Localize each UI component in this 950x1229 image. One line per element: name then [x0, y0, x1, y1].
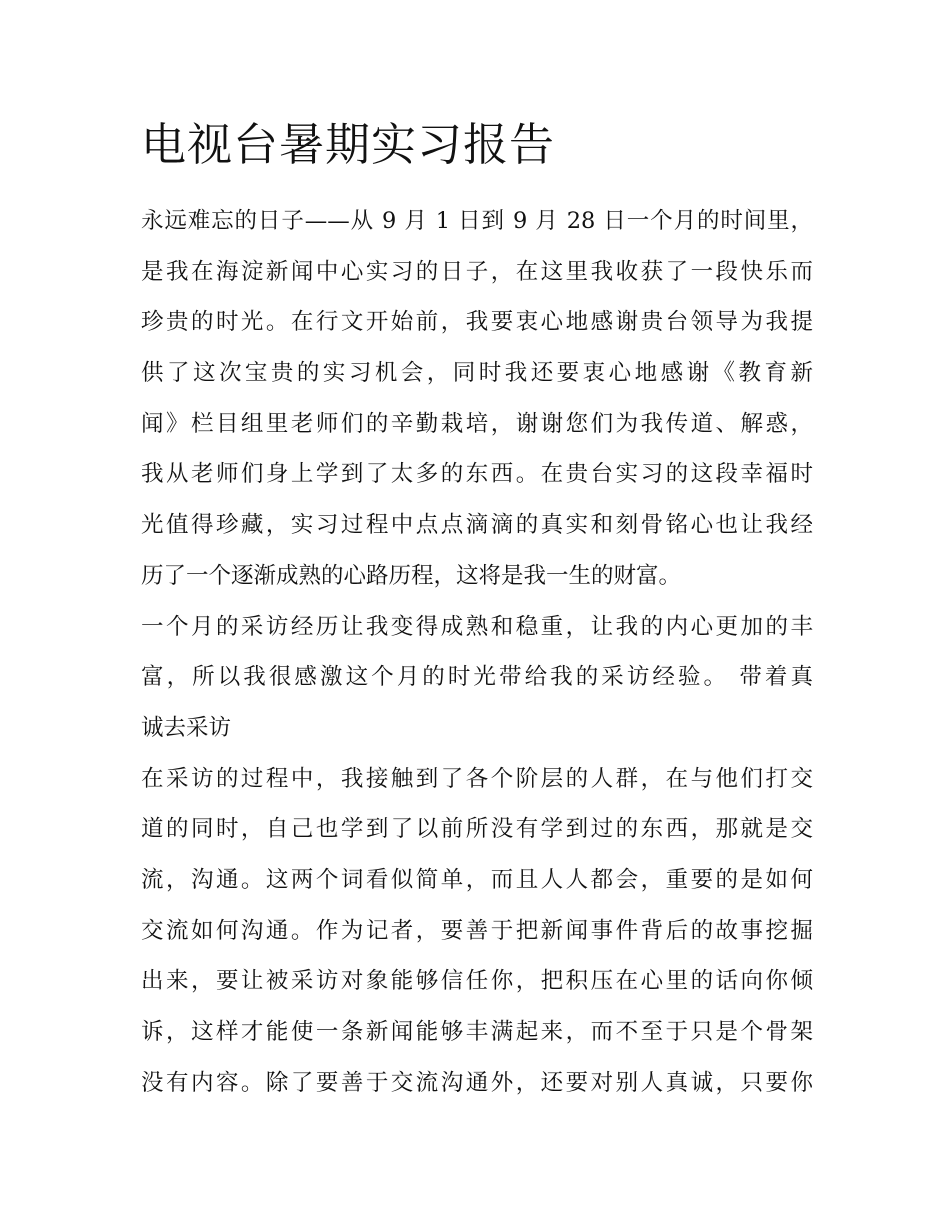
body-line: 没有内容。除了要善于交流沟通外，还要对别人真诚，只要你: [141, 1069, 813, 1096]
document-content: [141, 114, 813, 1108]
body-line: 出来，要让被采访对象能够信任你，把积压在心里的话向你倾: [141, 968, 813, 995]
body-line: 闻》栏目组里老师们的辛勤栽培，谢谢您们为我传道、解惑，: [141, 410, 813, 437]
body-line: 一个月的采访经历让我变得成熟和稳重，让我的内心更加的丰: [141, 613, 813, 640]
body-line: 永远难忘的日子——从 9 月 1 日到 9 月 28 日一个月的时间里，: [141, 208, 813, 234]
body-line: 诚去采访: [141, 714, 232, 741]
body-line: 是我在海淀新闻中心实习的日子，在这里我收获了一段快乐而: [141, 258, 813, 285]
body-line: 富，所以我很感激这个月的时光带给我的采访经验。 带着真: [141, 664, 813, 691]
body-line: 在采访的过程中，我接触到了各个阶层的人群，在与他们打交: [141, 765, 813, 792]
body-line: 道的同时，自己也学到了以前所没有学到过的东西，那就是交: [141, 816, 813, 843]
body-line: 珍贵的时光。在行文开始前，我要衷心地感谢贵台领导为我提: [141, 309, 813, 336]
body-line: 历了一个逐渐成熟的心路历程，这将是我一生的财富。: [141, 562, 682, 589]
body-line: 交流如何沟通。作为记者，要善于把新闻事件背后的故事挖掘: [141, 917, 813, 944]
body-line: 光值得珍藏，实习过程中点点滴滴的真实和刻骨铭心也让我经: [141, 512, 813, 539]
body-line: 供了这次宝贵的实习机会，同时我还要衷心地感谢《教育新: [141, 360, 813, 387]
body-line: 我从老师们身上学到了太多的东西。在贵台实习的这段幸福时: [141, 461, 813, 488]
document-title: 电视台暑期实习报告: [141, 118, 556, 171]
body-line: 流，沟通。这两个词看似简单，而且人人都会，重要的是如何: [141, 866, 813, 893]
body-line: 诉，这样才能使一条新闻能够丰满起来，而不至于只是个骨架: [141, 1019, 813, 1045]
document-body: [141, 196, 813, 1108]
